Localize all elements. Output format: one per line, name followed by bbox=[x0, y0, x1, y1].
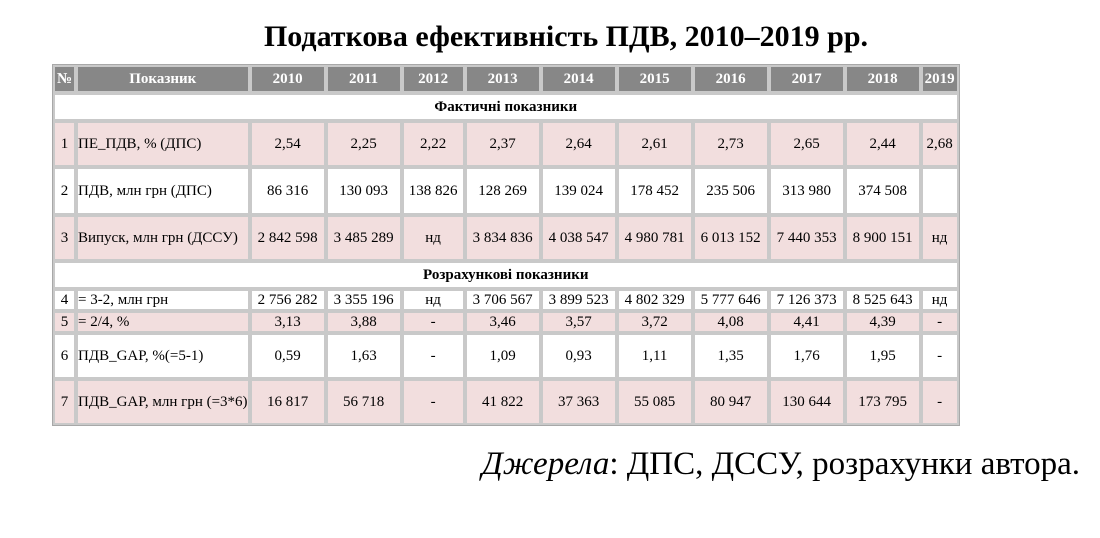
value-cell: 6 013 152 bbox=[693, 215, 769, 261]
value-cell: 4 802 329 bbox=[617, 289, 693, 311]
value-cell: 178 452 bbox=[617, 167, 693, 215]
value-cell: 3 706 567 bbox=[465, 289, 541, 311]
indicator-name-cell: = 2/4, % bbox=[76, 311, 250, 333]
value-cell: - bbox=[921, 311, 959, 333]
table-row bbox=[53, 379, 959, 425]
value-cell: 1,95 bbox=[845, 333, 921, 379]
value-cell: 3,57 bbox=[541, 311, 617, 333]
value-cell: 2 842 598 bbox=[250, 215, 326, 261]
value-cell: 4,08 bbox=[693, 311, 769, 333]
value-cell: 4 038 547 bbox=[541, 215, 617, 261]
value-cell: 3 485 289 bbox=[326, 215, 402, 261]
value-cell: 235 506 bbox=[693, 167, 769, 215]
value-cell: - bbox=[402, 311, 465, 333]
value-cell: нд bbox=[921, 215, 959, 261]
value-cell: 2,37 bbox=[465, 121, 541, 167]
row-number-cell: 4 bbox=[53, 289, 76, 311]
value-cell bbox=[921, 167, 959, 215]
value-cell: 37 363 bbox=[541, 379, 617, 425]
indicator-name-cell: ПДВ_GAP, %(=5-1) bbox=[76, 333, 250, 379]
value-cell: 1,09 bbox=[465, 333, 541, 379]
page-title: Податкова ефективність ПДВ, 2010–2019 рр. bbox=[263, 20, 869, 53]
header-row bbox=[53, 65, 959, 93]
row-number-cell: 7 bbox=[53, 379, 76, 425]
value-cell: 3,46 bbox=[465, 311, 541, 333]
value-cell: 4,41 bbox=[769, 311, 845, 333]
value-cell: 1,76 bbox=[769, 333, 845, 379]
value-cell: 2,64 bbox=[541, 121, 617, 167]
value-cell: 2 756 282 bbox=[250, 289, 326, 311]
vat-efficiency-table bbox=[52, 64, 960, 426]
table-row bbox=[53, 167, 959, 215]
indicator-name-cell: ПЕ_ПДВ, % (ДПС) bbox=[76, 121, 250, 167]
value-cell: 313 980 bbox=[769, 167, 845, 215]
value-cell: 130 093 bbox=[326, 167, 402, 215]
value-cell: 3 834 836 bbox=[465, 215, 541, 261]
section-row-calculated bbox=[53, 261, 959, 289]
header-cell-year: 2012 bbox=[402, 65, 465, 93]
value-cell: 7 126 373 bbox=[769, 289, 845, 311]
value-cell: 4,39 bbox=[845, 311, 921, 333]
table-row bbox=[53, 289, 959, 311]
value-cell: 2,68 bbox=[921, 121, 959, 167]
row-number-cell: 3 bbox=[53, 215, 76, 261]
row-number-cell: 5 bbox=[53, 311, 76, 333]
value-cell: 80 947 bbox=[693, 379, 769, 425]
value-cell: 138 826 bbox=[402, 167, 465, 215]
header-cell-number: № bbox=[53, 65, 76, 93]
value-cell: 3 899 523 bbox=[541, 289, 617, 311]
indicator-name-cell: ПДВ, млн грн (ДПС) bbox=[76, 167, 250, 215]
value-cell: 0,93 bbox=[541, 333, 617, 379]
value-cell: 2,65 bbox=[769, 121, 845, 167]
value-cell: 7 440 353 bbox=[769, 215, 845, 261]
header-cell-year: 2018 bbox=[845, 65, 921, 93]
value-cell: - bbox=[402, 379, 465, 425]
value-cell: 5 777 646 bbox=[693, 289, 769, 311]
value-cell: 2,22 bbox=[402, 121, 465, 167]
value-cell: - bbox=[921, 333, 959, 379]
indicator-name-cell: = 3-2, млн грн bbox=[76, 289, 250, 311]
header-cell-year: 2015 bbox=[617, 65, 693, 93]
value-cell: 2,73 bbox=[693, 121, 769, 167]
value-cell: 128 269 bbox=[465, 167, 541, 215]
value-cell: 2,25 bbox=[326, 121, 402, 167]
header-cell-year: 2010 bbox=[250, 65, 326, 93]
value-cell: 2,54 bbox=[250, 121, 326, 167]
value-cell: 1,11 bbox=[617, 333, 693, 379]
table-row bbox=[53, 333, 959, 379]
value-cell: 41 822 bbox=[465, 379, 541, 425]
value-cell: 3,72 bbox=[617, 311, 693, 333]
value-cell: 86 316 bbox=[250, 167, 326, 215]
header-cell-year: 2013 bbox=[465, 65, 541, 93]
table-row bbox=[53, 311, 959, 333]
source-text: : ДПС, ДССУ, розрахунки автора. bbox=[609, 446, 1080, 482]
value-cell: 4 980 781 bbox=[617, 215, 693, 261]
value-cell: 8 525 643 bbox=[845, 289, 921, 311]
value-cell: 3,88 bbox=[326, 311, 402, 333]
value-cell: нд bbox=[402, 289, 465, 311]
value-cell: 1,63 bbox=[326, 333, 402, 379]
section-title-actual: Фактичні показники bbox=[53, 93, 959, 121]
header-cell-year: 2017 bbox=[769, 65, 845, 93]
source-note bbox=[482, 442, 1080, 486]
indicator-name-cell: ПДВ_GAP, млн грн (=3*6) bbox=[76, 379, 250, 425]
value-cell: 2,44 bbox=[845, 121, 921, 167]
value-cell: 139 024 bbox=[541, 167, 617, 215]
value-cell: 173 795 bbox=[845, 379, 921, 425]
value-cell: 3 355 196 bbox=[326, 289, 402, 311]
value-cell: 56 718 bbox=[326, 379, 402, 425]
row-number-cell: 6 bbox=[53, 333, 76, 379]
value-cell: 130 644 bbox=[769, 379, 845, 425]
row-number-cell: 1 bbox=[53, 121, 76, 167]
value-cell: 16 817 bbox=[250, 379, 326, 425]
header-cell-year: 2011 bbox=[326, 65, 402, 93]
value-cell: нд bbox=[402, 215, 465, 261]
value-cell: 3,13 bbox=[250, 311, 326, 333]
value-cell: нд bbox=[921, 289, 959, 311]
header-cell-year: 2019 bbox=[921, 65, 959, 93]
header-cell-year: 2014 bbox=[541, 65, 617, 93]
table-row bbox=[53, 121, 959, 167]
value-cell: 374 508 bbox=[845, 167, 921, 215]
value-cell: 8 900 151 bbox=[845, 215, 921, 261]
value-cell: - bbox=[921, 379, 959, 425]
section-row-actual bbox=[53, 93, 959, 121]
section-title-calculated: Розрахункові показники bbox=[53, 261, 959, 289]
value-cell: 1,35 bbox=[693, 333, 769, 379]
value-cell: 2,61 bbox=[617, 121, 693, 167]
value-cell: 0,59 bbox=[250, 333, 326, 379]
value-cell: 55 085 bbox=[617, 379, 693, 425]
header-cell-year: 2016 bbox=[693, 65, 769, 93]
table-row bbox=[53, 215, 959, 261]
row-number-cell: 2 bbox=[53, 167, 76, 215]
header-cell-indicator: Показник bbox=[76, 65, 250, 93]
indicator-name-cell: Випуск, млн грн (ДССУ) bbox=[76, 215, 250, 261]
value-cell: - bbox=[402, 333, 465, 379]
source-label: Джерела bbox=[481, 446, 610, 482]
